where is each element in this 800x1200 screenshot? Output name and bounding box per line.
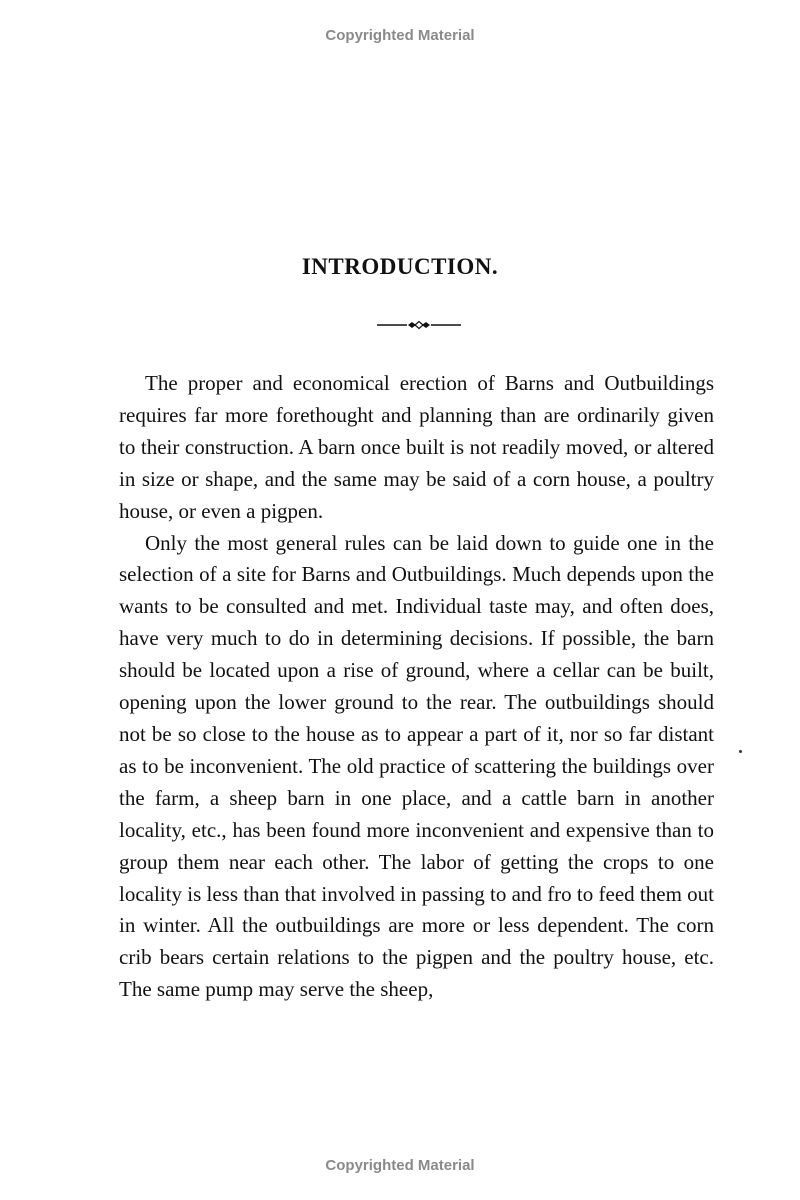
- chapter-title: INTRODUCTION.: [301, 254, 499, 279]
- paragraph: The proper and economical erection of Barns and Outbuildings requires far more forethought and planning than are ordinarily given to their construction. A barn once built is not readily moved, or altered in size or shape, and the same may be said of a corn house, a poultry house, or even a pigpen.: [119, 371, 714, 523]
- ornament-divider-icon: [377, 318, 461, 332]
- body-text: [119, 368, 714, 1006]
- paragraph: Only the most general rules can be laid down to guide one in the selection of a site for Barns and Outbuildings. Much depends upon the wants to be consulted and met. Individual taste may, and often does, have very much to do in determining decisions. If possible, the barn should be located upon a rise of ground, where a cellar can be built, opening upon the lower ground to the rear. The outbuildings should not be so close to the house as to appear a part of it, nor so far distant as to be inconvenient. The old practice of scattering the buildings over the farm, a sheep barn in one place, and a cattle barn in another locality, etc., has been found more inconvenient and expensive than to group them near each other. The labor of getting the crops to one locality is less than that involved in passing to and fro to feed them out in winter. All the outbuildings are more or less dependent. The corn crib bears certain relations to the pigpen and the poultry house, etc. The same pump may serve the sheep,: [119, 530, 714, 1002]
- copyright-watermark-top: Copyrighted Material: [325, 27, 475, 44]
- print-speck: [739, 750, 742, 753]
- copyright-watermark-bottom: Copyrighted Material: [325, 1157, 475, 1174]
